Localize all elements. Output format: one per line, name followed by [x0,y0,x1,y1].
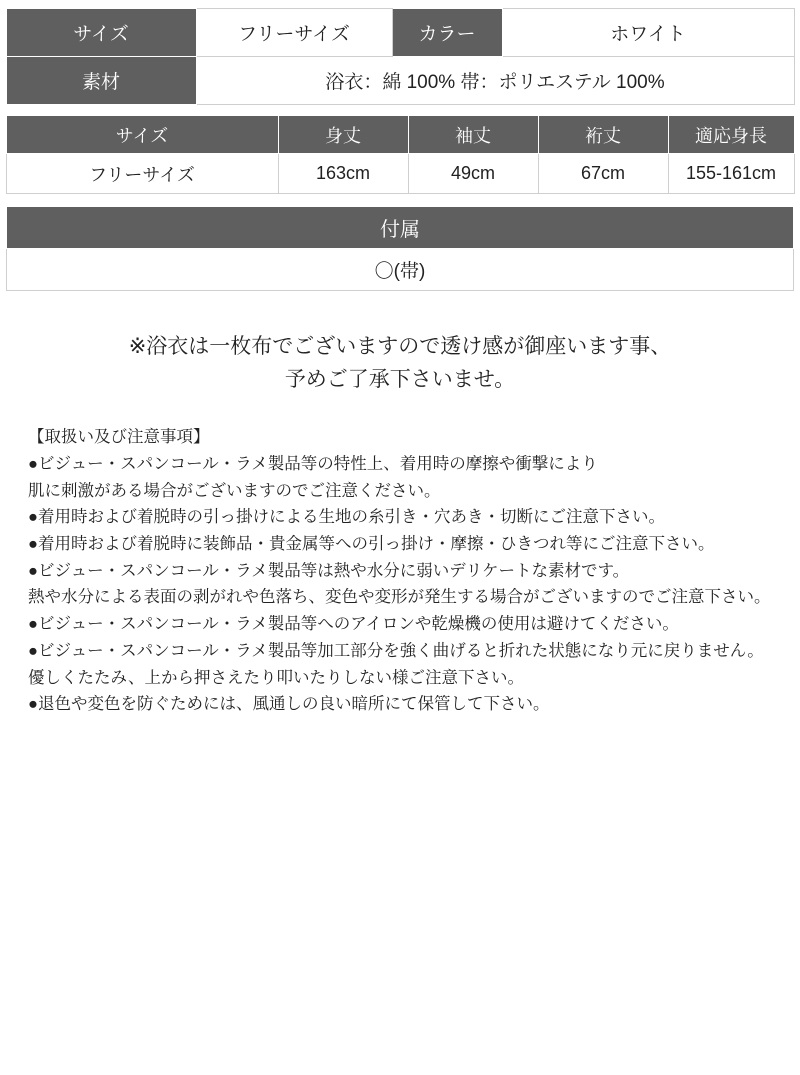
basic-spec-table [6,8,795,105]
material-label-cell: 素材 [6,57,196,105]
care-line: ●着用時および着脱時の引っ掛けによる生地の糸引き・穴あき・切断にご注意下さい。 [28,508,665,527]
care-line: 優しくたたみ、上から押さえたり叩いたりしない様ご注意下さい。 [28,668,524,687]
measure-cell-size: フリーサイズ [6,154,278,194]
size-label-cell: サイズ [6,9,196,57]
care-line: ●着用時および着脱時に装飾品・貴金属等への引っ掛け・摩擦・ひきつれ等にご注意下さい。 [28,534,715,553]
notice-line-2: 予めご了承下さいませ。 [284,367,516,391]
care-line: ●ビジュー・スパンコール・ラメ製品等は熱や水分に弱いデリケートな素材です。 [28,561,630,580]
care-line: ●ビジュー・スパンコール・ラメ製品等へのアイロンや乾燥機の使用は避けてください。 [28,615,679,634]
table-header-row [6,116,794,154]
measure-cell-height: 155-161cm [668,154,794,194]
measure-header-height: 適応身長 [668,116,794,154]
measurement-table [6,115,795,194]
measure-cell-yuki: 67cm [538,154,668,194]
color-label-cell: カラー [392,9,502,57]
table-row [6,9,794,57]
measure-header-sleeve: 袖丈 [408,116,538,154]
transparency-notice [0,331,800,396]
table-row [6,57,794,105]
care-line: ●ビジュー・スパンコール・ラメ製品等加工部分を強く曲げると折れた状態になり元に戻りません。 [28,641,764,660]
color-value-cell: ホワイト [502,9,794,57]
care-line: ●退色や変色を防ぐためには、風通しの良い暗所にて保管して下さい。 [28,695,550,714]
material-value-cell: 浴衣：綿 100% 帯：ポリエステル 100% [196,57,794,105]
table-row [6,154,794,194]
accessory-table [6,206,794,291]
size-value-cell: フリーサイズ [196,9,392,57]
care-instructions [0,424,800,718]
care-line: 肌に刺激がある場合がございますのでご注意ください。 [28,481,441,500]
care-line: ●ビジュー・スパンコール・ラメ製品等の特性上、着用時の摩擦や衝撃により [28,454,598,473]
measure-cell-sleeve: 49cm [408,154,538,194]
care-line: 熱や水分による表面の剥がれや色落ち、変色や変形が発生する場合がございますのでご注意下さい。 [28,588,771,607]
product-spec-page [0,8,800,1075]
notice-line-1: ※浴衣は一枚布でございますので透け感が御座います事、 [128,335,672,358]
measure-header-yuki: 裄丈 [538,116,668,154]
accessory-value: 〇(帯) [7,249,794,291]
measure-header-length: 身丈 [278,116,408,154]
table-row [7,249,794,291]
table-header-row [7,207,794,249]
accessory-header: 付属 [7,207,794,249]
care-title: 【取扱い及び注意事項】 [28,428,210,447]
measure-header-size: サイズ [6,116,278,154]
measure-cell-length: 163cm [278,154,408,194]
